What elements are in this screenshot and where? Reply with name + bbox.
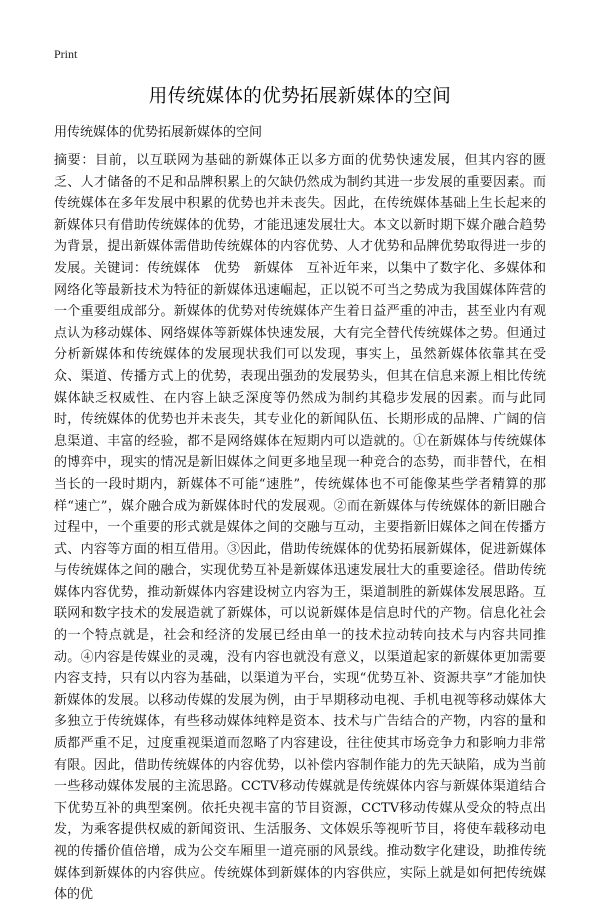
article-body: 摘要：目前，以互联网为基础的新媒体正以多方面的优势快速发展，但其内容的匮乏、人才储备的不足和品牌积累上的欠缺仍然成为制约其进一步发展的重要因素。而传统媒体在多年发展中积累的优势也并未丧失。因此，在传统媒体基础上生长起来的新媒体只有借助传统媒体的优势，才能迅速发展壮大。本文以新时期下媒介融合趋势为背景，提出新媒体需借助传统媒体的内容优势、人才优势和品牌优势取得进一步的发展。关键词：传统媒体 优势 新媒体 互补近年来，以集中了数字化、多媒体和网络化等最新技术为特征的新媒体迅速崛起，正以锐不可当之势成为我国媒体阵营的一个重要组成部分。新媒体的优势对传统媒体产生着日益严重的冲击，甚至业内有观点认为移动媒体、网络媒体等新媒体快速发展，大有完全替代传统媒体之势。但通过分析新媒体和传统媒体的发展现状我们可以发现，事实上，虽然新媒体依靠其在受众、渠道、传播方式上的优势，表现出强劲的发展势头，但其在信息来源上相比传统媒体缺乏权威性、在内容上缺乏深度等仍然成为制约其稳步发展的因素。而与此同时，传统媒体的优势也并未丧失，其专业化的新闻队伍、长期形成的品牌、广阔的信息渠道、丰富的经验，都不是网络媒体在短期内可以造就的。①在新媒体与传统媒体的博弈中，现实的情况是新旧媒体之间更多地呈现一种竞合的态势，而非替代，在相当长的一段时期内，新媒体不可能“速胜”，传统媒体也不可能像某些学者精算的那样“速亡”，媒介融合成为新媒体时代的发展观。②而在新媒体与传统媒体的新旧融合过程中，一个重要的形式就是媒体之间的交融与互动，主要指新旧媒体之间在传播方式、内容等方面的相互借用。③因此，借助传统媒体的优势拓展新媒体，促进新媒体与传统媒体之间的融合，实现优势互补是新媒体迅速发展壮大的重要途径。借助传统媒体内容优势，推动新媒体内容建设树立内容为王，渠道制胜的新媒体发展思路。互联网和数字技术的发展造就了新媒体，可以说新媒体是信息时代的产物。信息化社会的一个特点就是，社会和经济的发展已经由单一的技术拉动转向技术与内容共同推动。④内容是传媒业的灵魂，没有内容也就没有意义，以渠道起家的新媒体更加需要内容支持，只有以内容为基础，以渠道为平台，实现“优势互补、资源共享”才能加快新媒体的发展。以移动传媒的发展为例，由于早期移动电视、手机电视等移动媒体大多独立于传统媒体，有些移动媒体纯粹是资本、技术与广告结合的产物，内容的量和质都严重不足，过度重视渠道而忽略了内容建设，往往使其市场竞争力和影响力非常有限。因此，借助传统媒体的内容优势，以补偿内容制作能力的先天缺陷，成为当前一些移动媒体发展的主流思路。CCTV移动传媒就是传统媒体内容与新媒体渠道结合下优势互补的典型案例。依托央视丰富的节目资源，CCTV移动传媒从受众的特点出发，为乘客提供权威的新闻资讯、生活服务、文体娱乐等视听节目，将使车载移动电视的传播价值倍增，成为公交车厢里一道亮丽的风景线。推动数字化建设，助推传统媒体到新媒体的内容供应。传统媒体到新媒体的内容供应，实际上就是如何把传统媒体的优 [54, 153, 546, 903]
article-subtitle: 用传统媒体的优势拓展新媒体的空间 [54, 125, 263, 140]
article-title: 用传统媒体的优势拓展新媒体的空间 [148, 86, 452, 107]
print-link[interactable]: Print [54, 47, 78, 61]
